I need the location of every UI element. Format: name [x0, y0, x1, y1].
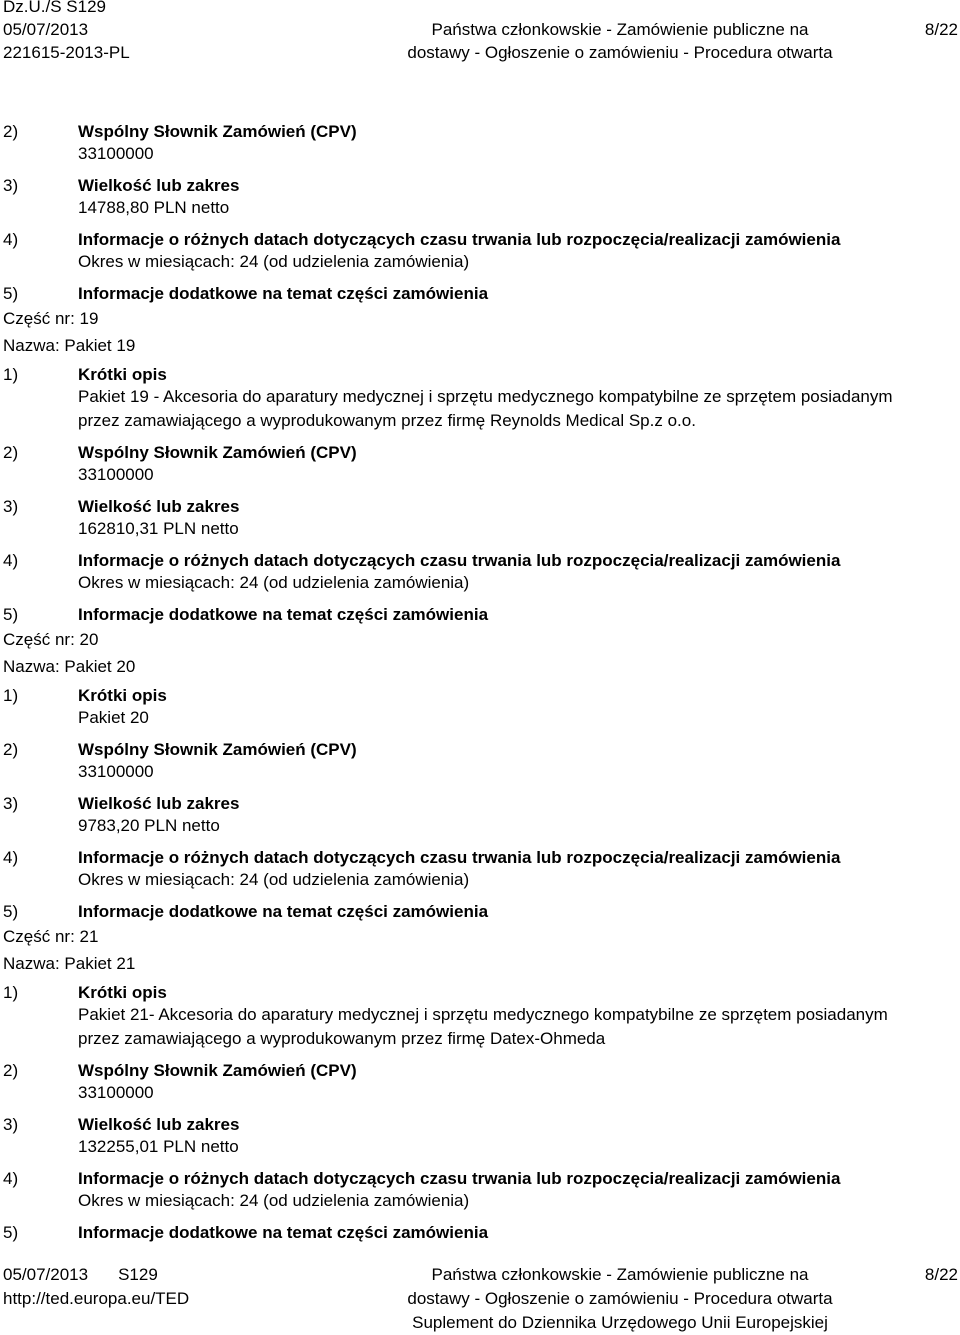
footer-title-line2: dostawy - Ogłoszenie o zamówieniu - Procedura otwarta — [407, 1289, 833, 1308]
description-heading — [0, 361, 960, 388]
size-value: 14788,80 PLN netto — [78, 198, 230, 217]
description-heading — [0, 682, 960, 709]
footer-center — [250, 1263, 960, 1335]
item-label: Informacje dodatkowe na temat części zamówienia — [78, 1223, 489, 1242]
footer-date: 05/07/2013 — [3, 1265, 89, 1284]
item-label: Wspólny Słownik Zamówień (CPV) — [78, 443, 357, 462]
size-heading — [0, 172, 960, 199]
description-value — [0, 385, 960, 433]
cpv-heading — [0, 1057, 960, 1084]
page-header — [0, 0, 960, 70]
item-number: 3) — [3, 794, 19, 813]
size-heading — [0, 493, 960, 520]
part-name: Nazwa: Pakiet 20 — [3, 657, 136, 676]
description-value — [0, 706, 960, 730]
cpv-heading — [0, 439, 960, 466]
size-value: 162810,31 PLN netto — [78, 519, 239, 538]
item-number: 4) — [3, 1169, 19, 1188]
extra-heading — [0, 1219, 960, 1246]
description-line: Pakiet 21- Akcesoria do aparatury medycznej i sprzętu medycznego kompatybilne ze sprzętem posiadanym — [78, 1005, 888, 1024]
item-label: Wspólny Słownik Zamówień (CPV) — [78, 740, 357, 759]
item-number: 4) — [3, 551, 19, 570]
item-label: Wielkość lub zakres — [78, 176, 240, 195]
item-number: 3) — [3, 176, 19, 195]
item-number: 3) — [3, 1115, 19, 1134]
size-heading — [0, 790, 960, 817]
item-label: Wspólny Słownik Zamówień (CPV) — [78, 122, 357, 141]
footer-left — [3, 1263, 189, 1311]
footer-title-line3: Suplement do Dziennika Urzędowego Unii Europejskiej — [412, 1313, 828, 1332]
header-date: 05/07/2013 — [3, 20, 89, 39]
cpv-value: 33100000 — [78, 1083, 154, 1102]
part-section — [0, 307, 960, 628]
part-section — [0, 925, 960, 1246]
footer-series: S129 — [118, 1265, 158, 1284]
item-label: Informacje o różnych datach dotyczących czasu trwania lub rozpoczęcia/realizacji zamówienia — [78, 848, 841, 867]
header-title-line2: dostawy - Ogłoszenie o zamówieniu - Procedura otwarta — [407, 43, 833, 62]
item-number: 2) — [3, 740, 19, 759]
part-number: Część nr: 19 — [3, 309, 99, 328]
item-label: Krótki opis — [78, 365, 167, 384]
item-number: 2) — [3, 122, 19, 141]
item-label: Wspólny Słownik Zamówień (CPV) — [78, 1061, 357, 1080]
extra-heading — [0, 898, 960, 925]
dates-value: Okres w miesiącach: 24 (od udzielenia zamówienia) — [78, 573, 470, 592]
header-journal-ref: Dz.U./S S129 — [3, 0, 106, 16]
item-number: 3) — [3, 497, 19, 516]
description-line: przez zamawiającego a wyprodukowanym przez firmę Datex-Ohmeda — [78, 1029, 606, 1048]
item-label: Informacje o różnych datach dotyczących czasu trwania lub rozpoczęcia/realizacji zamówienia — [78, 1169, 841, 1188]
page-footer — [0, 1263, 960, 1333]
item-number: 4) — [3, 848, 19, 867]
item-number: 5) — [3, 605, 19, 624]
description-line: przez zamawiającego a wyprodukowanym przez firmę Reynolds Medical Sp.z o.o. — [78, 411, 696, 430]
header-center — [250, 18, 960, 64]
part-section — [0, 628, 960, 925]
item-label: Wielkość lub zakres — [78, 497, 240, 516]
item-number: 2) — [3, 443, 19, 462]
extra-heading — [0, 601, 960, 628]
header-page-number: 8/22 — [924, 20, 958, 39]
size-value: 9783,20 PLN netto — [78, 816, 220, 835]
cpv-value: 33100000 — [78, 465, 154, 484]
cpv-value: 33100000 — [78, 762, 154, 781]
item-label: Krótki opis — [78, 983, 167, 1002]
dates-heading — [0, 844, 960, 871]
item-number: 1) — [3, 365, 19, 384]
item-number: 4) — [3, 230, 19, 249]
part-number: Część nr: 21 — [3, 927, 99, 946]
item-number: 5) — [3, 284, 19, 303]
dates-heading — [0, 226, 960, 253]
dates-value: Okres w miesiącach: 24 (od udzielenia zamówienia) — [78, 252, 470, 271]
header-left — [3, 0, 130, 64]
dates-value: Okres w miesiącach: 24 (od udzielenia zamówienia) — [78, 1191, 470, 1210]
cpv-value: 33100000 — [78, 144, 154, 163]
item-label: Informacje o różnych datach dotyczących czasu trwania lub rozpoczęcia/realizacji zamówienia — [78, 551, 841, 570]
item-label: Wielkość lub zakres — [78, 794, 240, 813]
item-label: Informacje dodatkowe na temat części zamówienia — [78, 902, 489, 921]
description-line: Pakiet 19 - Akcesoria do aparatury medycznej i sprzętu medycznego kompatybilne ze sprzętem posiadanym — [78, 387, 893, 406]
header-notice-id: 221615-2013-PL — [3, 43, 130, 62]
cpv-heading — [0, 118, 960, 145]
part-name: Nazwa: Pakiet 21 — [3, 954, 136, 973]
footer-title-line1: Państwa członkowskie - Zamówienie publiczne na — [431, 1265, 809, 1284]
part-number: Część nr: 20 — [3, 630, 99, 649]
item-number: 1) — [3, 983, 19, 1002]
document-body — [0, 118, 960, 1246]
dates-value: Okres w miesiącach: 24 (od udzielenia zamówienia) — [78, 870, 470, 889]
item-label: Wielkość lub zakres — [78, 1115, 240, 1134]
description-line: Pakiet 20 — [78, 708, 149, 727]
footer-page-number: 8/22 — [924, 1265, 958, 1284]
item-number: 2) — [3, 1061, 19, 1080]
item-label: Krótki opis — [78, 686, 167, 705]
item-label: Informacje o różnych datach dotyczących czasu trwania lub rozpoczęcia/realizacji zamówienia — [78, 230, 841, 249]
cpv-heading — [0, 736, 960, 763]
item-label: Informacje dodatkowe na temat części zamówienia — [78, 284, 489, 303]
dates-heading — [0, 1165, 960, 1192]
dates-heading — [0, 547, 960, 574]
item-number: 5) — [3, 1223, 19, 1242]
size-value: 132255,01 PLN netto — [78, 1137, 239, 1156]
size-heading — [0, 1111, 960, 1138]
description-heading — [0, 979, 960, 1006]
footer-url: http://ted.europa.eu/TED — [3, 1289, 190, 1308]
part-name: Nazwa: Pakiet 19 — [3, 336, 136, 355]
item-number: 5) — [3, 902, 19, 921]
description-value — [0, 1003, 960, 1051]
item-number: 1) — [3, 686, 19, 705]
header-title-line1: Państwa członkowskie - Zamówienie publiczne na — [431, 20, 809, 39]
extra-heading — [0, 280, 960, 307]
item-label: Informacje dodatkowe na temat części zamówienia — [78, 605, 489, 624]
